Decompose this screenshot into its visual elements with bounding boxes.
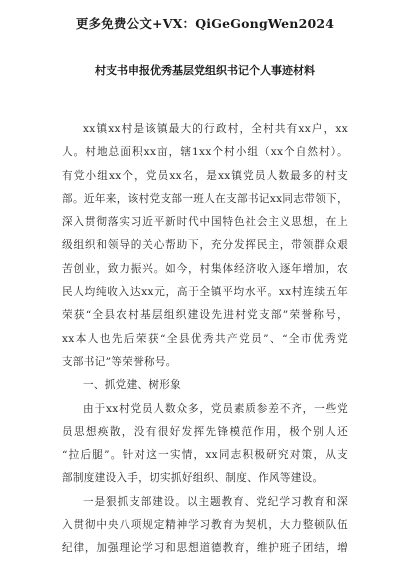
text-line: 部制度建设入手，切实抓好组织、制度、作风等建设。	[62, 472, 324, 485]
text-line: 一、抓党建、树形象	[83, 379, 182, 392]
text-line: 人。村地总面积xx亩，辖1xx个村小组（xx个自然村）。	[62, 146, 348, 159]
text-line: 员思想痪散，没有很好发挥先锋模范作用，极个别人还	[62, 425, 348, 438]
text-line: 一是狠抓支部建设。以主题教育、党纪学习教育和深	[83, 495, 348, 508]
text-line: 纪律，加强理论学习和思想道德教育，维护班子团结，增	[62, 542, 348, 555]
text-line: 部。近年来，该村党支部一班人在支部书记xx同志带领下，	[62, 192, 348, 205]
text-line: 由于xx村党员人数众多，党员素质参差不齐，一些党	[83, 402, 348, 415]
text-line: 荣获“全县农村基层组织建设先进村党支部”荣誉称号，	[62, 309, 348, 322]
document-title: 村支书申报优秀基层党组织书记个人事迹材料	[95, 64, 315, 77]
text-line: 民人均纯收入达xx元，高于全镇平均水平。xx村连续五年	[62, 286, 348, 299]
text-line: 苦创业，致力振兴。如今，村集体经济收入逐年增加，农	[62, 262, 348, 275]
text-line: 级组织和领导的关心帮助下，充分发挥民主，带领群众艰	[62, 239, 348, 252]
text-line: 入贯彻中央八项规定精神学习教育为契机，大力整顿队伍	[62, 519, 348, 532]
text-line: xx镇xx村是该镇最大的行政村，全村共有xx户，xx	[83, 123, 348, 135]
document-body	[62, 118, 348, 561]
text-line: 有党小组xx个，党员xx名，是xx镇党员人数最多的村支	[62, 169, 348, 182]
text-line: “拉后腿”。针对这一实情，xx同志积极研究对策，从支	[62, 449, 348, 462]
text-line: 支部书记”等荣誉称号。	[62, 355, 177, 368]
text-line: xx本人也先后荣获“全县优秀共产党员”、“全市优秀党	[62, 332, 348, 345]
watermark-header: 更多免费公文+VX：QiGeGongWen2024	[75, 16, 335, 31]
text-line: 深入贯彻落实习近平新时代中国特色社会主义思想，在上	[62, 216, 348, 229]
